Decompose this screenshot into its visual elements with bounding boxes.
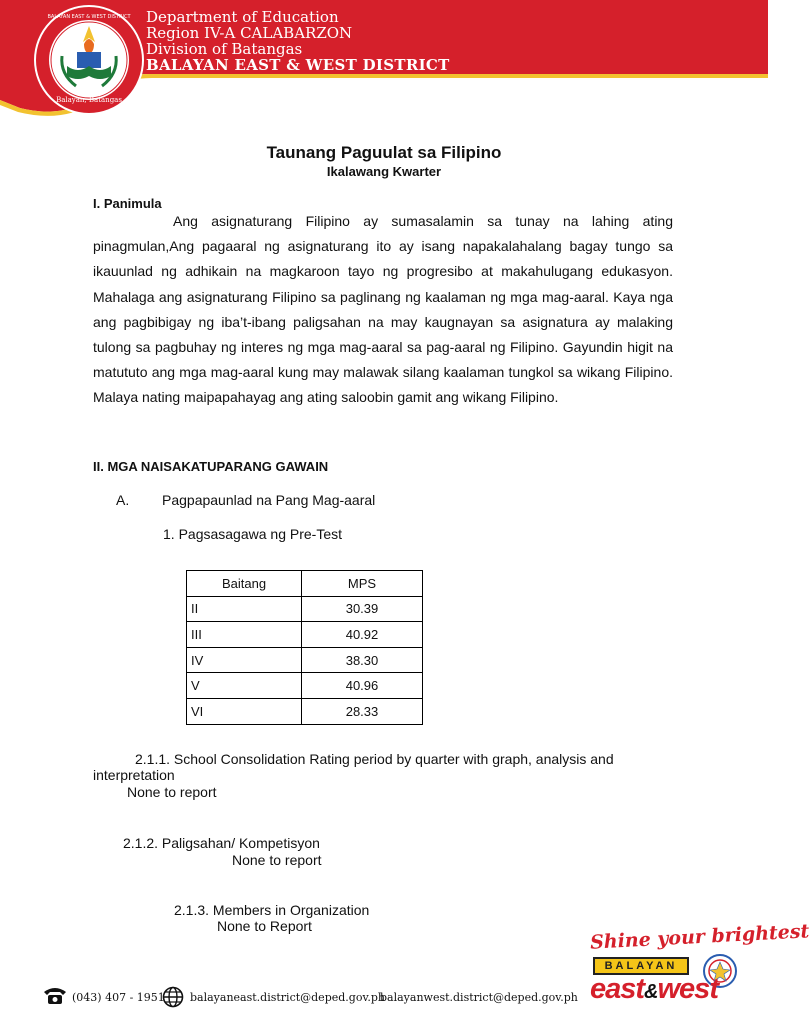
logo-tagline: Shine your brightest <box>589 920 810 954</box>
item-2-1-1-none: None to report <box>127 784 217 800</box>
logo-east: east <box>590 973 645 1005</box>
letterhead-text <box>146 9 450 73</box>
table-cell-mps: 30.39 <box>302 596 423 622</box>
item-2-1-1-continuation: interpretation <box>93 767 175 783</box>
logo-west: west <box>657 973 718 1005</box>
section-1-paragraph: Ang asignaturang Filipino ay sumasalamin sa tunay na lahing ating pinagmulan,Ang pagaaral ng asignaturang ito ay isang napakalahalang bagay tungo sa ikauunlad ng adhikain na magkaroon tayo ng progresibo at makahulugang edukasyon. Mahalaga ang asignaturang Filipino sa paglinang ng kaalaman ng mga mag-aaral. Kaya nga ang pagbibigay ng iba’t-ibang paligsahan na may kaugnayan sa asignatura ay malaking tulong sa pagbuhay ng interes ng mga mag-aaral sa pag-aaral ng Filipino. Gayundin higit na matututo ang mga mag-aaral kung may malawak silang kaalaman tungkol sa wikang Filipino. Malaya nating maipapahayag ang ating saloobin gamit ang wikang Filipino. <box>93 213 673 406</box>
table-cell-mps: 40.92 <box>302 622 423 648</box>
table-cell-baitang: VI <box>187 698 302 724</box>
footer-email-east[interactable]: balayaneast.district@deped.gov.ph <box>190 991 385 1004</box>
item-2-1-3-none: None to Report <box>217 918 312 934</box>
seal-text-top: BALAYAN EAST & WEST DISTRICT <box>47 14 131 20</box>
header-line-region: Region IV-A CALABARZON <box>146 24 353 42</box>
item-2-1-2-text: 2.1.2. Paligsahan/ Kompetisyon <box>123 835 320 851</box>
table-cell-mps: 40.96 <box>302 673 423 699</box>
item-2-1-3-text: 2.1.3. Members in Organization <box>174 902 370 918</box>
table-header-row <box>187 571 423 597</box>
globe-icon <box>162 986 184 1008</box>
table-row <box>187 698 423 724</box>
logo-ampersand: & <box>644 981 658 1003</box>
document-subtitle: Ikalawang Kwarter <box>326 164 442 179</box>
table-cell-mps: 38.30 <box>302 647 423 673</box>
table-header-baitang: Baitang <box>187 571 302 597</box>
item-a-label: A. <box>116 492 130 508</box>
footer-email-west[interactable]: balayanwest.district@deped.gov.ph <box>380 991 578 1004</box>
phone-icon <box>42 986 68 1006</box>
table-row <box>187 596 423 622</box>
seal-text-bottom: Balayan, Batangas <box>56 96 122 104</box>
item-2-1-2-none: None to report <box>232 852 322 868</box>
table-row <box>187 673 423 699</box>
district-seal-icon <box>32 4 146 116</box>
footer-phone: (043) 407 - 1951 <box>72 991 165 1004</box>
table-row <box>187 622 423 648</box>
section-2-heading: II. MGA NAISAKATUPARANG GAWAIN <box>93 459 329 474</box>
table-cell-mps: 28.33 <box>302 698 423 724</box>
letterhead-banner <box>0 0 768 120</box>
table-cell-baitang: II <box>187 596 302 622</box>
document-title: Taunang Paguulat sa Filipino <box>266 143 502 162</box>
section-1-heading: I. Panimula <box>93 196 162 211</box>
item-1-text: 1. Pagsasagawa ng Pre-Test <box>163 526 342 542</box>
header-line-district: BALAYAN EAST & WEST DISTRICT <box>146 56 450 74</box>
logo-balayan-box: BALAYAN <box>593 957 689 975</box>
table-row <box>187 647 423 673</box>
header-line-department: Department of Education <box>146 8 339 26</box>
item-a-text: Pagpapaunlad na Pang Mag-aaral <box>162 492 376 508</box>
header-line-division: Division of Batangas <box>146 40 303 58</box>
table-cell-baitang: IV <box>187 647 302 673</box>
table-cell-baitang: V <box>187 673 302 699</box>
item-2-1-1-text: 2.1.1. School Consolidation Rating period by quarter with graph, analysis and <box>135 751 614 767</box>
logo-east-west <box>590 973 718 1006</box>
pretest-table <box>186 570 423 725</box>
table-cell-baitang: III <box>187 622 302 648</box>
table-header-mps: MPS <box>302 571 423 597</box>
